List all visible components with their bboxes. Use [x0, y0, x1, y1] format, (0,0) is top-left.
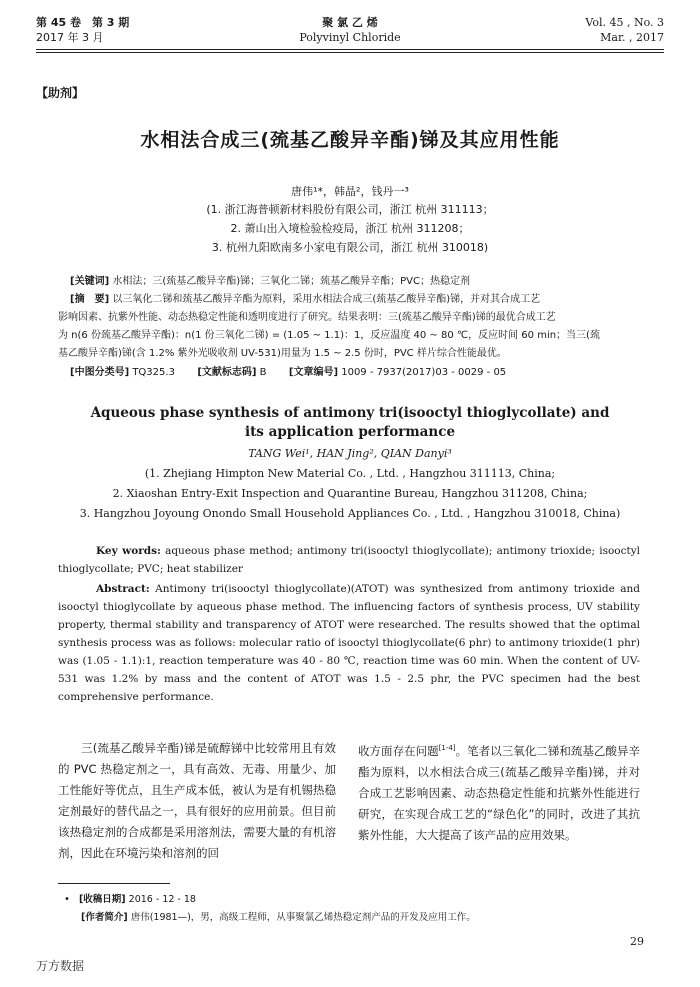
- header-volume-cn: 第 45 卷 第 3 期: [36, 16, 130, 29]
- doc-code-label: [文献标志码]: [197, 367, 257, 378]
- affiliation-cn-3: 3. 杭州九阳欧南多小家电有限公司，浙江 杭州 310018): [211, 241, 489, 254]
- affiliation-en-2: 2. Xiaoshan Entry-Exit Inspection and Quarantine Bureau, Hangzhou 311208, China;: [112, 487, 588, 500]
- keywords-en: [58, 542, 640, 578]
- affiliation-cn-1: (1. 浙江海普顿新材料股份有限公司，浙江 杭州 311113；: [206, 203, 494, 216]
- doc-code-value: B: [259, 367, 267, 378]
- header-volume-en: Vol. 45 , No. 3: [585, 16, 664, 29]
- author-bio-value: 唐伟(1981—)，男，高级工程师，从事聚氯乙烯热稳定剂产品的开发及应用工作。: [130, 912, 476, 923]
- body-column-right: [358, 738, 640, 846]
- affiliation-en-1: (1. Zhejiang Himpton New Material Co. , Ltd. , Hangzhou 311113, China;: [144, 467, 556, 480]
- article-number-label: [文章编号]: [288, 367, 339, 378]
- classification-line: [70, 364, 670, 381]
- header-date-en: Mar. , 2017: [600, 31, 664, 44]
- keywords-en-text: aqueous phase method; antimony tri(isooctyl thioglycollate); antimony trioxide; isooctyl thioglycollate; PVC; heat stabilizer: [58, 545, 641, 575]
- abstract-cn-line-1: [70, 291, 670, 308]
- article-number-value: 1009 - 7937(2017)03 - 0029 - 05: [341, 367, 507, 378]
- abstract-en-label: Abstract:: [96, 583, 150, 595]
- page-number: 29: [630, 935, 644, 948]
- title-en-line-2: its application performance: [244, 424, 456, 440]
- keywords-cn-text: 水相法；三(巯基乙酸异辛酯)锑；三氧化二锑；巯基乙酸异辛酯；PVC；热稳定剂: [112, 276, 470, 287]
- authors-cn: 唐伟¹*，韩晶²，钱丹一³: [291, 185, 409, 198]
- author-bio-label: [作者简介]: [81, 912, 128, 923]
- received-label: [收稿日期]: [78, 894, 126, 905]
- body-right-text-post: 。笔者以三氧化二锑和巯基乙酸异辛酯为原料，以水相法合成三(巯基乙酸异辛酯)锑，并对合成工艺影响因素、动态热稳定性能和抗紫外性能进行研究，在实现合成工艺的“绿色化”的同时，改进了其抗紫外性能，大大提高了该产品的应用效果。: [358, 743, 641, 842]
- abstract-en-text: Antimony tri(isooctyl thioglycollate)(ATOT) was synthesized from antimony trioxide and isooctyl thioglycollate by aqueous phase method. The influencing factors of synthesis process, UV stability property, thermal stability and transparency of ATOT were researched. The results showed that the optimal synthesis process was as follows: molecular ratio of isooctyl thioglycollate(6 phr) to antimony trioxide(1 phr) was (1.05 - 1.1):1, reaction temperature was 40 - 80 ℃, reaction time was 60 min. When the content of UV-531 was 1.2% by mass and the content of ATOT was 1.5 - 2.5 phr, the PVC specimen had the best comprehensive performance.: [58, 583, 641, 703]
- header-date-cn: 2017 年 3 月: [36, 31, 104, 44]
- header-rule-bottom: [36, 52, 664, 53]
- authors-en: TANG Wei¹, HAN Jing², QIAN Danyi³: [248, 447, 452, 460]
- abstract-cn-text-1: 以三氧化二锑和巯基乙酸异辛酯为原料，采用水相法合成三(巯基乙酸异辛酯)锑，并对其合成工艺: [112, 294, 541, 305]
- keywords-cn: [70, 273, 670, 290]
- abstract-cn-line-3: 为 n(6 份巯基乙酸异辛酯)：n(1 份三氧化二锑) = (1.05 ~ 1.1)：1，反应温度 40 ~ 80 ℃，反应时间 60 min；当三(巯: [58, 330, 600, 341]
- title-cn: 水相法合成三(巯基乙酸异辛酯)锑及其应用性能: [140, 129, 560, 151]
- section-tag: 【助剂】: [36, 86, 85, 100]
- abstract-cn-line-2: 影响因素、抗紫外性能、动态热稳定性能和透明度进行了研究。结果表明：三(巯基乙酸异辛酯)锑的最优合成工艺: [58, 312, 556, 323]
- body-column-left: 三(巯基乙酸异辛酯)锑是硫醇锑中比较常用且有效的 PVC 热稳定剂之一，具有高效、无毒、用量少、加工性能好等优点，且生产成本低，被认为是有机锡热稳定剂最好的替代品之一，具有很好的应用前景。但目前该热稳定剂的合成都是采用溶剂法，需要大量的有机溶剂，因此在环境污染和溶剂的回: [58, 741, 336, 860]
- citation-ref: [1-4]: [438, 744, 456, 752]
- affiliation-en-3: 3. Hangzhou Joyoung Onondo Small Household Appliances Co. , Ltd. , Hangzhou 310018, China): [79, 507, 621, 520]
- received-value: 2016 - 12 - 18: [128, 894, 196, 905]
- footnote-author: [81, 911, 476, 925]
- title-en-line-1: Aqueous phase synthesis of antimony tri(isooctyl thioglycollate) and: [90, 405, 610, 421]
- footnote-separator: [58, 883, 170, 884]
- header-rule-top: [36, 49, 664, 50]
- body-right-text-pre: 收方面存在问题: [358, 743, 439, 758]
- clc-value: TQ325.3: [132, 367, 175, 378]
- watermark-text: 万方数据: [36, 959, 85, 973]
- clc-label: [中图分类号]: [70, 367, 130, 378]
- abstract-cn-label: [摘 要]: [70, 294, 110, 305]
- header-journal-cn: 聚 氯 乙 烯: [322, 16, 378, 29]
- keywords-en-label: Key words:: [96, 545, 161, 557]
- abstract-en: [58, 580, 640, 706]
- abstract-cn-line-4: 基乙酸异辛酯)锑(含 1.2% 紫外光吸收剂 UV-531)用量为 1.5 ~ 2.5 份时，PVC 样片综合性能最优。: [58, 348, 507, 359]
- header-journal-en: Polyvinyl Chloride: [299, 31, 401, 44]
- affiliation-cn-2: 2. 萧山出入境检验检疫局，浙江 杭州 311208；: [230, 222, 470, 235]
- keywords-cn-label: [关键词]: [70, 276, 110, 287]
- bullet-icon: •: [64, 894, 70, 905]
- footnote-received: [64, 893, 196, 907]
